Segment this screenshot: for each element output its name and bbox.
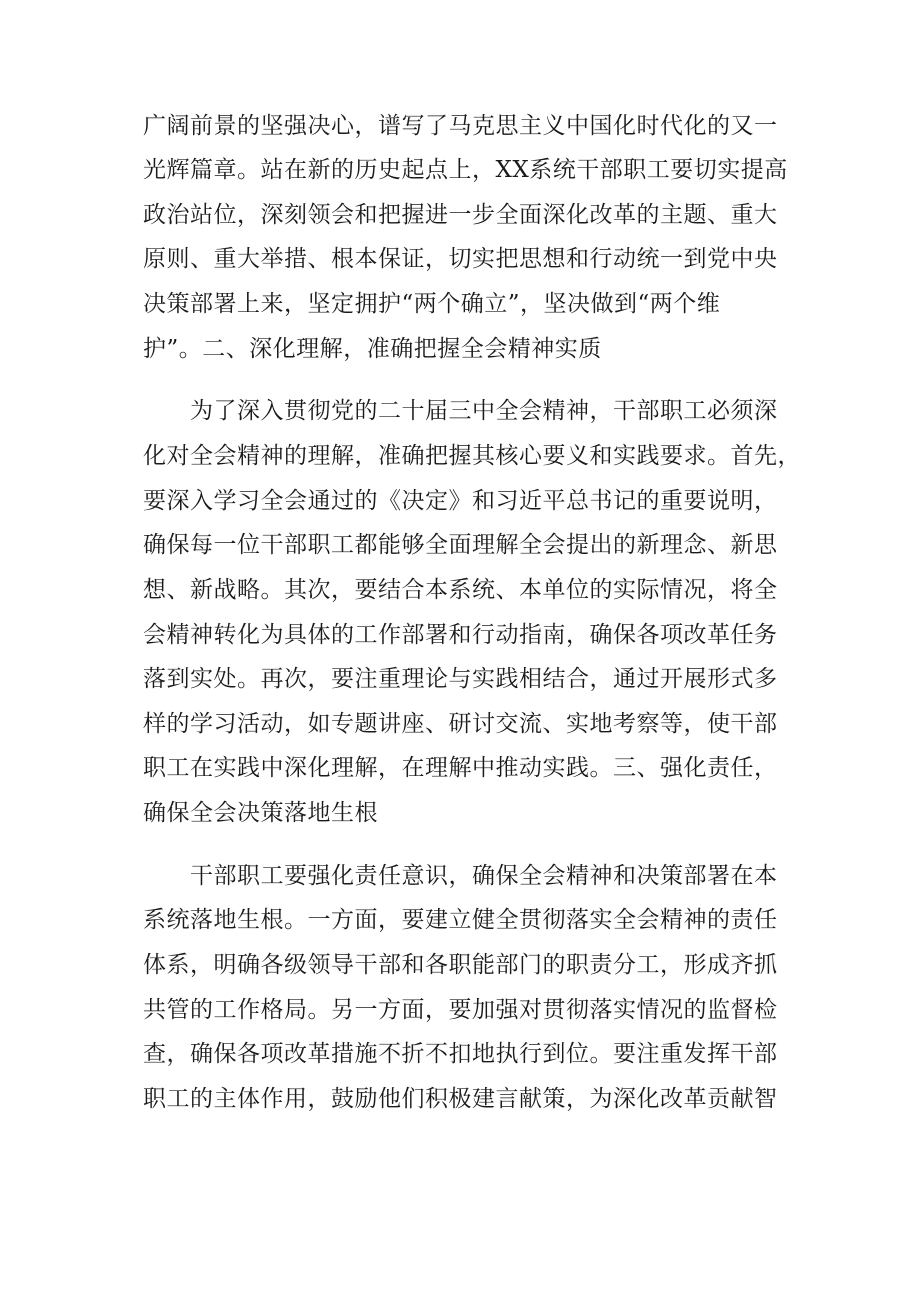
text-line: 护”。二、深化理解，准确把握全会精神实质 bbox=[143, 336, 602, 362]
text-line: 想、新战略。其次，要结合本系统、本单位的实际情况，将全 bbox=[143, 577, 778, 603]
text-line: 要深入学习全会通过的《决定》和习近平总书记的重要说明， bbox=[143, 488, 778, 514]
text-line: 会精神转化为具体的工作部署和行动指南，确保各项改革任务 bbox=[143, 622, 778, 648]
text-line: 决策部署上来，坚定拥护“两个确立”，坚决做到“两个维 bbox=[143, 291, 721, 317]
text-line: 光辉篇章。站在新的历史起点上，XX系统干部职工要切实提高 bbox=[143, 157, 788, 183]
text-line: 为了深入贯彻党的二十届三中全会精神，干部职工必须深 bbox=[190, 398, 778, 424]
text-line: 职工在实践中深化理解，在理解中推动实践。三、强化责任， bbox=[143, 755, 778, 781]
text-line: 共管的工作格局。另一方面，要加强对贯彻落实情况的监督检 bbox=[143, 997, 778, 1023]
text-line: 职工的主体作用，鼓励他们积极建言献策，为深化改革贡献智 bbox=[143, 1086, 778, 1112]
text-line: 查，确保各项改革措施不折不扣地执行到位。要注重发挥干部 bbox=[143, 1041, 778, 1067]
text-line: 政治站位，深刻领会和把握进一步全面深化改革的主题、重大 bbox=[143, 202, 778, 228]
text-line: 系统落地生根。一方面，要建立健全贯彻落实全会精神的责任 bbox=[143, 907, 778, 933]
text-line: 样的学习活动，如专题讲座、研讨交流、实地考察等，使干部 bbox=[143, 711, 778, 737]
text-line: 确保全会决策落地生根 bbox=[143, 800, 378, 826]
text-line: 广阔前景的坚强决心，谱写了马克思主义中国化时代化的又一 bbox=[143, 113, 778, 139]
text-line: 原则、重大举措、根本保证，切实把思想和行动统一到党中央 bbox=[143, 246, 778, 272]
text-line: 化对全会精神的理解，准确把握其核心要义和实践要求。首先， bbox=[143, 443, 801, 469]
text-line: 落到实处。再次，要注重理论与实践相结合，通过开展形式多 bbox=[143, 666, 778, 692]
text-line: 干部职工要强化责任意识，确保全会精神和决策部署在本 bbox=[190, 863, 778, 889]
text-line: 确保每一位干部职工都能够全面理解全会提出的新理念、新思 bbox=[143, 532, 778, 558]
text-line: 体系，明确各级领导干部和各职能部门的职责分工，形成齐抓 bbox=[143, 952, 778, 978]
